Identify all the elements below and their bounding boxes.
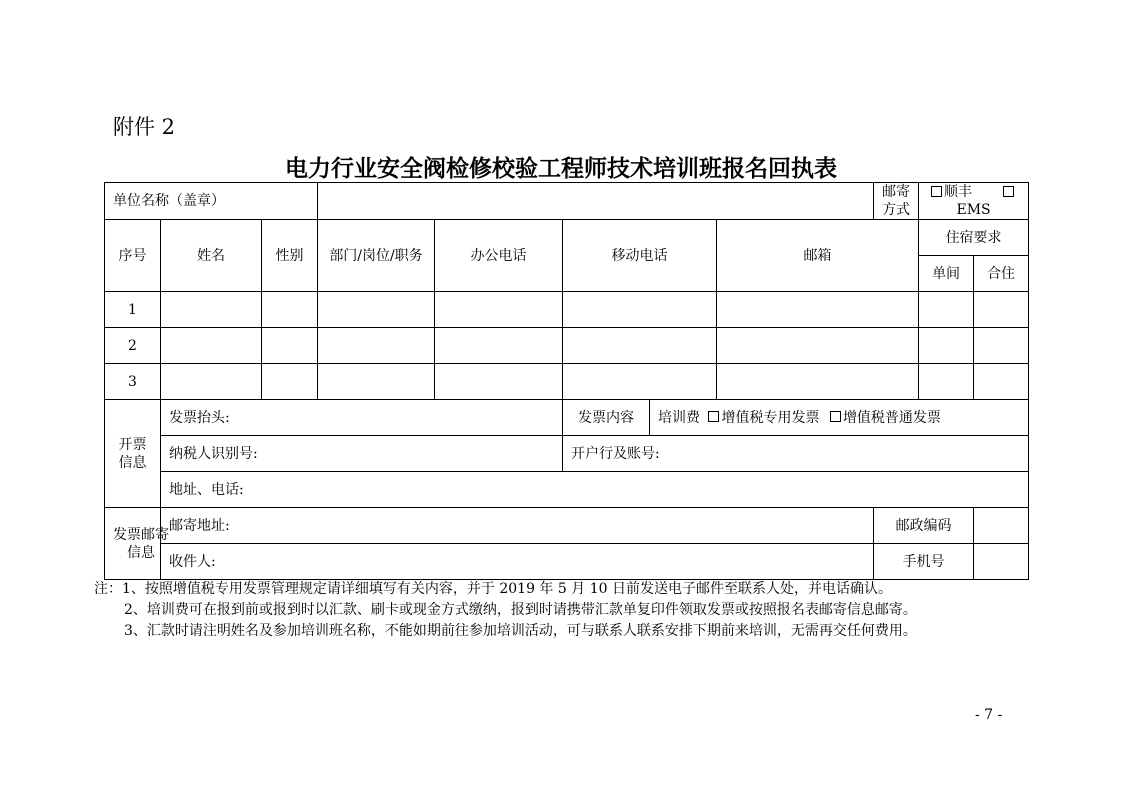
unit-name-field[interactable]	[318, 183, 874, 220]
table-row	[105, 292, 1029, 328]
postcode-field[interactable]	[974, 508, 1029, 544]
gender-cell[interactable]	[262, 292, 318, 328]
row-number: 2	[105, 328, 161, 364]
mail-address-field[interactable]: 邮寄地址:	[161, 508, 874, 544]
vat-special-label: 增值税专用发票	[721, 409, 820, 426]
shared-room-cell[interactable]	[974, 364, 1029, 400]
gender-cell[interactable]	[262, 328, 318, 364]
taxpayer-id-field[interactable]: 纳税人识别号:	[161, 436, 563, 472]
invoice-info-label	[105, 400, 161, 508]
shared-room-cell[interactable]	[974, 328, 1029, 364]
sf-checkbox[interactable]	[931, 186, 942, 197]
header-email: 邮箱	[717, 220, 919, 292]
email-cell[interactable]	[717, 328, 919, 364]
sf-option-label: 顺丰	[943, 184, 972, 200]
dept-cell[interactable]	[318, 328, 435, 364]
invoice-content-options	[650, 400, 1029, 436]
header-dept: 部门/岗位/职务	[318, 220, 435, 292]
invoice-content-value: 培训费	[658, 409, 701, 426]
header-office-phone: 办公电话	[435, 220, 563, 292]
bank-account-field[interactable]: 开户行及账号:	[563, 436, 1029, 472]
recipient-field[interactable]: 收件人:	[161, 544, 874, 580]
single-room-cell[interactable]	[919, 292, 974, 328]
header-lodging: 住宿要求	[919, 220, 1029, 256]
name-cell[interactable]	[161, 328, 262, 364]
vat-normal-checkbox[interactable]	[830, 411, 841, 422]
mail-method-label: 邮寄方式	[874, 183, 919, 220]
registration-form-table	[104, 182, 1029, 580]
header-shared-room: 合住	[974, 256, 1029, 292]
header-name: 姓名	[161, 220, 262, 292]
mail-info-label	[105, 508, 169, 580]
mobile-number-field[interactable]	[974, 544, 1029, 580]
note-3: 3、汇款时请注明姓名及参加培训班名称，不能如期前往参加培训活动，可与联系人联系安排下期前来培训，无需再交任何费用。	[124, 623, 917, 639]
invoice-content-label: 发票内容	[563, 400, 650, 436]
mobile-cell[interactable]	[563, 364, 717, 400]
shared-room-cell[interactable]	[974, 292, 1029, 328]
ems-checkbox[interactable]	[1003, 186, 1014, 197]
note-2: 2、培训费可在报到前或报到时以汇款、刷卡或现金方式缴纳，报到时请携带汇款单复印件领取发票或按照报名表邮寄信息邮寄。	[124, 602, 917, 618]
attachment-label: 附件 2	[113, 115, 176, 139]
postcode-label: 邮政编码	[874, 508, 974, 544]
name-cell[interactable]	[161, 292, 262, 328]
row-number: 3	[105, 364, 161, 400]
office-phone-cell[interactable]	[435, 292, 563, 328]
gender-cell[interactable]	[262, 364, 318, 400]
mobile-cell[interactable]	[563, 292, 717, 328]
unit-name-label: 单位名称（盖章）	[105, 183, 318, 220]
single-room-cell[interactable]	[919, 364, 974, 400]
table-row	[105, 364, 1029, 400]
page-number: - 7 -	[975, 707, 1003, 723]
address-phone-field[interactable]: 地址、电话:	[161, 472, 1029, 508]
header-gender: 性别	[262, 220, 318, 292]
invoice-info-text: 开票信息	[118, 436, 147, 471]
dept-cell[interactable]	[318, 364, 435, 400]
email-cell[interactable]	[717, 292, 919, 328]
name-cell[interactable]	[161, 364, 262, 400]
office-phone-cell[interactable]	[435, 328, 563, 364]
mobile-number-label: 手机号	[874, 544, 974, 580]
mail-method-options	[919, 183, 1029, 220]
invoice-title-field[interactable]: 发票抬头:	[161, 400, 563, 436]
single-room-cell[interactable]	[919, 328, 974, 364]
notes	[94, 579, 1044, 642]
mail-info-text: 发票邮寄信息	[113, 526, 169, 561]
vat-special-checkbox[interactable]	[708, 411, 719, 422]
dept-cell[interactable]	[318, 292, 435, 328]
office-phone-cell[interactable]	[435, 364, 563, 400]
mobile-cell[interactable]	[563, 328, 717, 364]
table-row	[105, 328, 1029, 364]
note-1: 注：1、按照增值税专用发票管理规定请详细填写有关内容，并于 2019 年 5 月 10 日前发送电子邮件至联系人处，并电话确认。	[94, 581, 892, 597]
vat-normal-label: 增值税普通发票	[842, 409, 941, 426]
email-cell[interactable]	[717, 364, 919, 400]
ems-option-label: EMS	[956, 202, 991, 218]
header-single-room: 单间	[919, 256, 974, 292]
header-mobile: 移动电话	[563, 220, 717, 292]
header-seq: 序号	[105, 220, 161, 292]
row-number: 1	[105, 292, 161, 328]
form-title: 电力行业安全阀检修校验工程师技术培训班报名回执表	[285, 156, 837, 182]
